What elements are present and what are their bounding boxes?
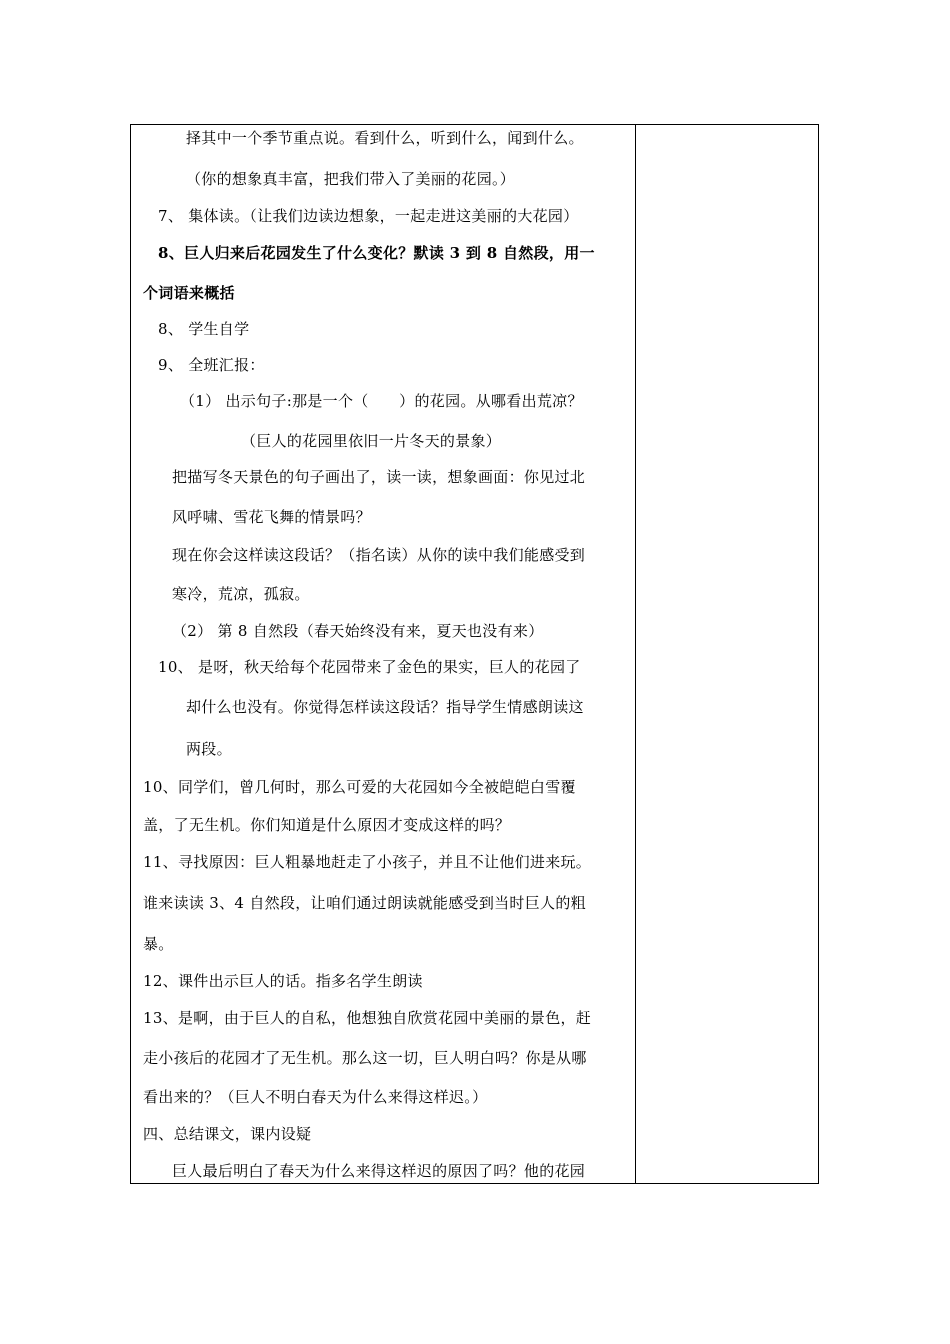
text-line: 看出来的？（巨人不明白春天为什么来得这样迟。） [143,1088,488,1106]
text-line: 现在你会这样读这段话？（指名读）从你的读中我们能感受到 [172,546,586,564]
text-line: 暴。 [143,935,174,953]
text-line: 7、 集体读。（让我们边读边想象，一起走进这美丽的大花园） [158,207,579,225]
text-line: 走小孩后的花园才了无生机。那么这一切，巨人明白吗？你是从哪 [143,1049,587,1067]
text-line: （1） 出示句子:那是一个（ ）的花园。从哪看出荒凉？ [180,392,583,410]
text-line: 盖，了无生机。你们知道是什么原因才变成这样的吗？ [143,816,511,834]
text-line-bold: 8、巨人归来后花园发生了什么变化？默读 3 到 8 自然段，用一 [158,244,595,262]
text-line: 9、 全班汇报： [158,356,265,374]
text-line: 两段。 [186,740,232,758]
text-line: 巨人最后明白了春天为什么来得这样迟的原因了吗？他的花园 [172,1162,586,1180]
text-line: 12、课件出示巨人的话。指多名学生朗读 [143,972,423,990]
text-line: 谁来读读 3、4 自然段，让咱们通过朗读就能感受到当时巨人的粗 [143,894,586,912]
text-line: （你的想象真丰富，把我们带入了美丽的花园。） [186,170,516,188]
text-line: 10、 是呀，秋天给每个花园带来了金色的果实，巨人的花园了 [158,658,581,676]
text-line: 把描写冬天景色的句子画出了，读一读，想象画面：你见过北 [172,468,586,486]
text-line: 寒冷，荒凉，孤寂。 [172,585,310,603]
table-column-divider [635,124,636,1184]
text-line: 13、是啊，由于巨人的自私，他想独自欣赏花园中美丽的景色，赶 [143,1009,592,1027]
text-line: 风呼啸、雪花飞舞的情景吗？ [172,508,371,526]
text-line: （2） 第 8 自然段（春天始终没有来，夏天也没有来） [172,622,544,640]
text-line-bold: 个词语来概括 [143,284,235,302]
text-line: （巨人的花园里依旧一片冬天的景象） [241,432,502,450]
text-line: 却什么也没有。你觉得怎样读这段话？指导学生情感朗读这 [186,698,584,716]
text-line: 择其中一个季节重点说。看到什么，听到什么，闻到什么。 [186,129,584,147]
text-line: 8、 学生自学 [158,320,250,338]
text-line: 10、同学们，曾几何时，那么可爱的大花园如今全被皑皑白雪覆 [143,778,576,796]
text-line: 四、总结课文，课内设疑 [143,1125,312,1143]
text-line: 11、寻找原因：巨人粗暴地赶走了小孩子，并且不让他们进来玩。 [143,853,592,871]
